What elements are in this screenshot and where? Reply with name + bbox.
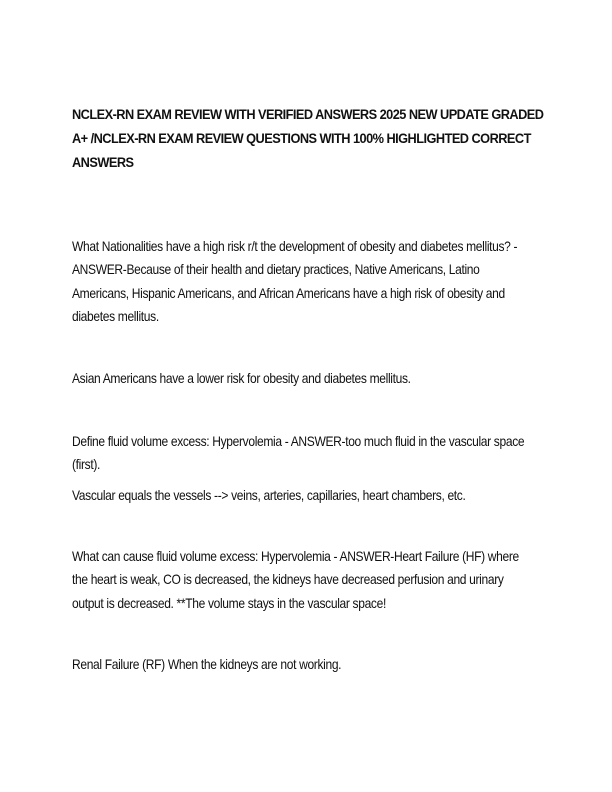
paragraph-renal-failure: Renal Failure (RF) When the kidneys are not working. <box>72 656 342 672</box>
paragraph-asian-americans: Asian Americans have a lower risk for obesity and diabetes mellitus. <box>72 370 411 386</box>
paragraph-define-fluid-volume-excess: Define fluid volume excess: Hypervolemia - ANSWER-too much fluid in the vascular space (first). <box>72 433 525 473</box>
paragraph-nationalities-risk: What Nationalities have a high risk r/t the development of obesity and diabetes mellitus? - ANSWER-Because of their health and dietary practices, Native Americans, Latino Americans, Hispanic Americans, and African Americans have a high risk of obesity and diabetes mellitus. <box>72 238 518 324</box>
document-title: NCLEX-RN EXAM REVIEW WITH VERIFIED ANSWERS 2025 NEW UPDATE GRADED A+ /NCLEX-RN EXAM REVIEW QUESTIONS WITH 100% HIGHLIGHTED CORRECT ANSWERS <box>72 107 544 171</box>
paragraph-vascular-vessels: Vascular equals the vessels --> veins, arteries, capillaries, heart chambers, etc. <box>72 487 466 503</box>
paragraph-causes-hypervolemia: What can cause fluid volume excess: Hypervolemia - ANSWER-Heart Failure (HF) where the heart is weak, CO is decreased, the kidneys have decreased perfusion and urinary output is decreased. **The volume stays in the vascular space! <box>72 548 519 611</box>
